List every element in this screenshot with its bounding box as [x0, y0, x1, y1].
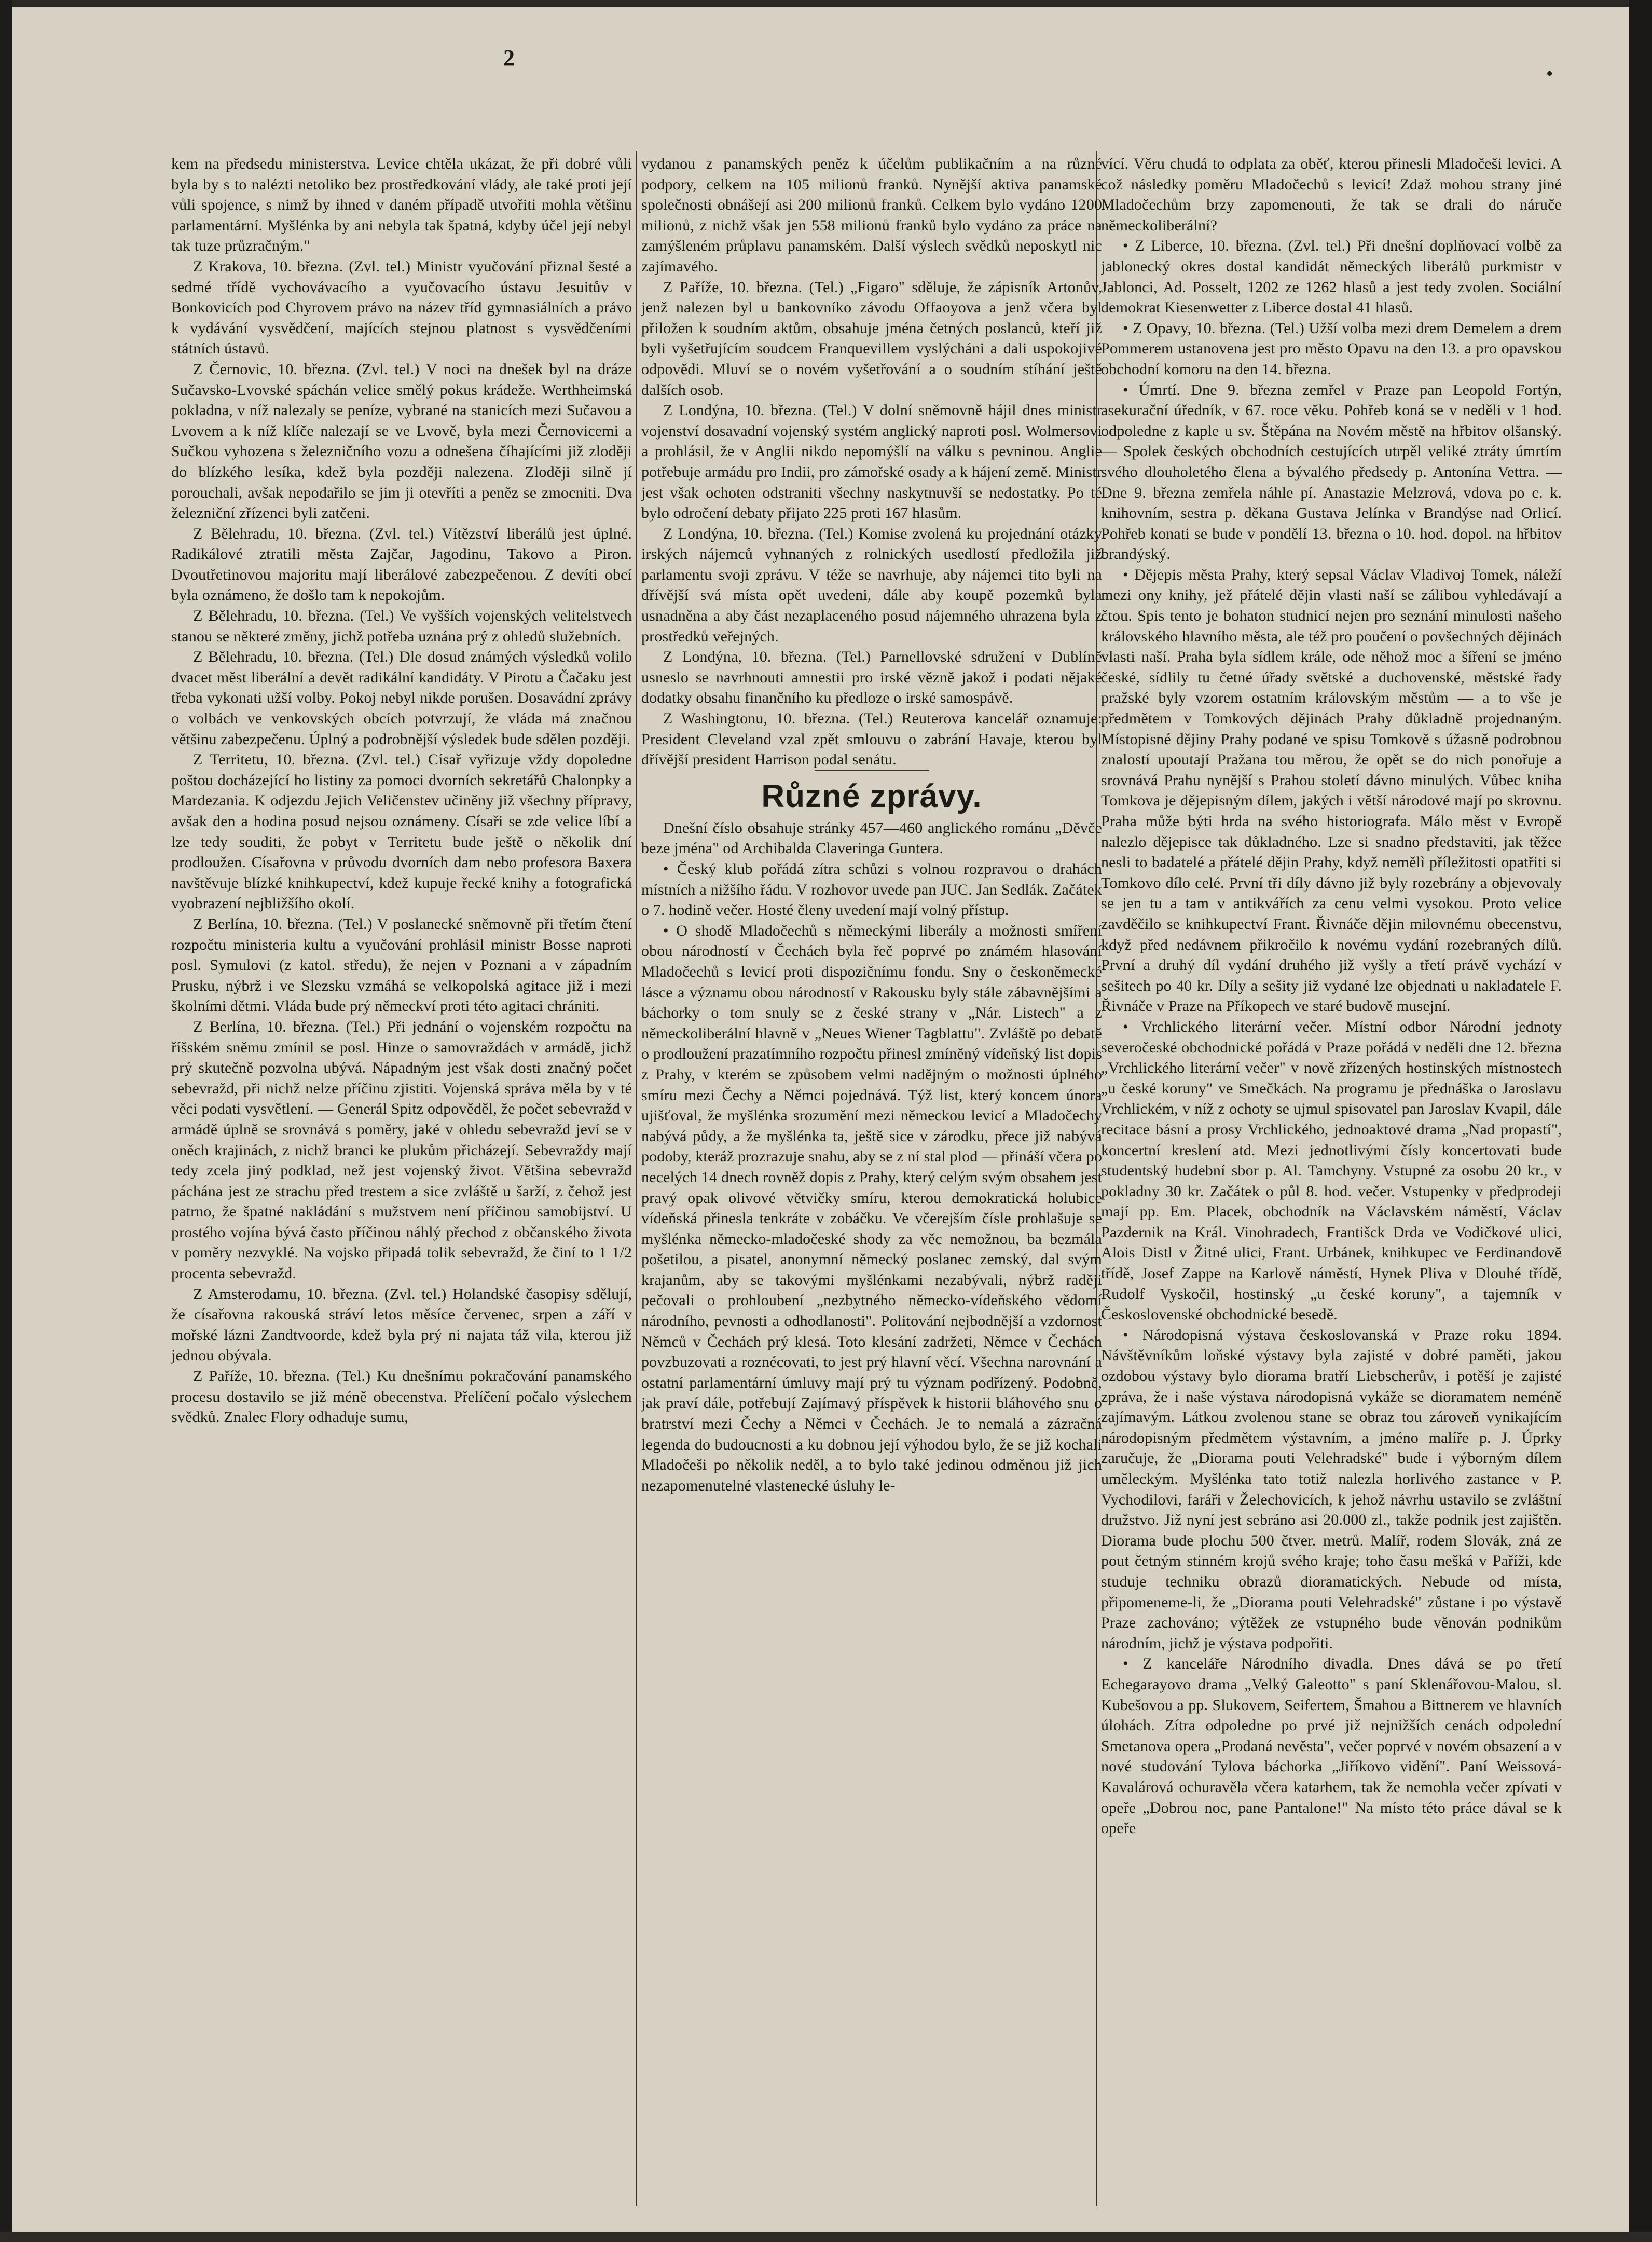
news-paragraph: vydanou z panamských peněz k účelům publikačním a na různé podpory, celkem na 105 milionů franků. Nynější aktiva panamské společnosti obnášejí asi 200 milionů franků. Celkem bylo vydáno 1200 milionů, z nichž však jen 558 milionů franků bylo vydáno za práce na zamýšleném průplavu panamském. Další výslech svědků neposkytl nic zajímavého.	[641, 155, 1102, 275]
news-paragraph: Z Paříže, 10. března. (Tel.) Ku dnešnímu pokračování panamského procesu dostavilo se již méně obecenstva. Přelíčení počalo výslechem svědků. Znalec Flory odhaduje sumu,	[171, 1368, 632, 1426]
news-paragraph: Z Bělehradu, 10. března. (Zvl. tel.) Vítězství liberálů jest úplné. Radikálové ztratili města Zajčar, Jagodinu, Takovo a Piron. Dvoutřetinovou majoritu mají liberálové zabezpečenou. Z devíti obcí byla oznámeno, že došlo tam k nepokojům.	[171, 525, 632, 604]
scan-edge-top	[0, 0, 1652, 7]
news-paragraph: • Z kanceláře Národního divadla. Dnes dává se po třetí Echegarayovo drama „Velký Galeotto" s paní Sklenářovou-Malou, sl. Kubešovou a pp. Slukovem, Seifertem, Šmahou a Bittnerem ve hlavních úlohách. Zítra odpoledne po prvé již nejnižších cenách odpolední Smetanova opera „Prodaná nevěsta", večer poprvé v novém obsazení a v nové studování Tylova báchorka „Jiříkovo vidění". Paní Weissová-Kavalárová ochuravěla včera katarhem, tak že nemohla večer zpívati v opeře „Dobrou noc, pane Pantalone!" Na místo této práce dával se k opeře	[1101, 1655, 1562, 1837]
news-paragraph: Z Londýna, 10. března. (Tel.) Komise zvolená ku projednání otázky irských nájemců vyhnaných z rolnických usedlostí předložila již parlamentu svoji zprávu. V téže se navrhuje, aby nájemci tito byli na dřívější svá místa opět uvedeni, dále aby koupě pozemků byla usnadněna a aby část nezaplaceného posud nájemného uhrazena byla z prostředků veřejných.	[641, 525, 1102, 645]
section-heading: Různé zprávy.	[761, 778, 982, 814]
news-paragraph: Z Berlína, 10. března. (Tel.) V poslanecké sněmovně při třetím čtení rozpočtu ministeria kultu a vyučování prohlásil ministr Bosse naproti posl. Symulovi (z katol. středu), že nejen v Poznani a v západním Prusku, nýbrž i ve Slezsku vzmáhá se velkopolská agitace již i mezi školními dětmi. Vláda bude prý německví proti této agitaci chrániti.	[171, 915, 632, 1015]
news-column-2	[641, 154, 1102, 2202]
section-rule	[815, 770, 929, 771]
corner-mark: •	[1546, 63, 1553, 85]
news-paragraph: kem na předsedu ministerstva. Levice chtěla ukázat, že při dobré vůli byla by s to nalézti netoliko bez prostředkování vlády, ale také proti její vůli spojence, s nimž by ihned v daném případě utvořiti mohla většinu parlamentární. Myšlénka by ani nebyla tak špatná, kdyby účel její nebyl tak tuze průzračným."	[171, 155, 632, 255]
news-paragraph: • Dějepis města Prahy, který sepsal Václav Vladivoj Tomek, náleží mezi ony knihy, jež přátelé dějin vlasti naší se zálibou vyhledávají a čtou. Spis tento je bohaton studnicí nejen pro seznání minulosti našeho královského hlavního města, ale též pro poučení o povšechných dějinách vlasti naší. Praha byla sídlem krále, ode něhož moc a šíření se jméno české, sídlily tu četné úřady světské a duchovenské, městské řady pražské byly vzorem ostatním královským městům — a to vše je předmětem v Tomkových dějinách Prahy důkladně projednaným. Místopisné dějiny Prahy podané ve spisu Tomkově s úžasně podrobnou znalostí upoutají Pražana tou měrou, že opět se do nich ponořuje a srovnává Prahu nynější s Prahou století dávno minulých. Vůbec kniha Tomkova je dějepisným dílem, jakých i větší národové mají po skrovnu. Praha může býti hrda na svého historiografa. Málo měst v Evropě nalezlo dějepisce tak důkladného. Lze si snadno představiti, jak těžce nesli to badatelé a přátelé dějin Prahy, když nemělì příležitosti opatřiti si Tomkovo dílo celé. První tři díly dávno již byly rozebrány a objevovaly se jen tu a tam v antikvářích za cenu velmi vysokou. Proto velice zavděčilo se knihkupectví Frant. Řivnáče dějin milovnému obecenstvu, když před nedávnem přikročilo k novému vydání rozebraných dílů. První a druhý díl vydání druhého již vyšly a třetí právě vychází v sešitech po 40 kr. Díly a sešity již vydané lze objednati u nakladatele F. Řivnáče v Praze na Příkopech ve staré budově musejní.	[1101, 566, 1562, 1015]
news-paragraph: • Z Opavy, 10. března. (Tel.) Užší volba mezi drem Demelem a drem Pommerem ustanovena jest pro město Opavu na den 13. a pro opavskou obchodní komoru na den 14. března.	[1101, 319, 1562, 378]
news-paragraph: Z Černovic, 10. března. (Zvl. tel.) V noci na dnešek byl na dráze Sučavsko-Lvovské spáchán velice smělý pokus krádeže. Werthheimská pokladna, v níž nalezaly se peníze, vybrané na stanicích mezi Sučavou a Lvovem a k níž klíče nalezají se ve Lvově, byla mezi Černovicemi a Sučkou vyhozena s železničního vozu a odnešena číhajícími již zloději do blízkého lesíka, kdež byla později nalezena. Zloději silně jí porouchali, avšak nepodařilo se jim ji otevříti a peněz se zmocniti. Dva železniční zřízenci byli zatčeni.	[171, 360, 632, 522]
news-paragraph: Z Bělehradu, 10. března. (Tel.) Dle dosud známých výsledků volilo dvacet měst liberální a devět radikální kandidáty. V Pirotu a Čačaku jest třeba vykonati užší volby. Pokoj nebyl nikde porušen. Dosavádní zprávy o volbách ve venkovských obcích potvrzují, že vláda má značnou většinu zabezpečenu. Úplný a podrobnější výsledek bude sdělen později.	[171, 648, 632, 748]
news-paragraph: Z Londýna, 10. března. (Tel.) Parnellovské sdružení v Dublíně usneslo se navrhnouti amnestii pro irské vězně jakož i podati nějaké dodatky obsahu finančního ku předloze o irské samospávě.	[641, 648, 1102, 707]
news-paragraph: Z Bělehradu, 10. března. (Tel.) Ve vyšších vojenských velitelstvech stanou se některé změny, jichž potřeba uznána prý z ohledů služebních.	[171, 607, 632, 645]
news-paragraph: • Z Liberce, 10. března. (Zvl. tel.) Při dnešní doplňovací volbě za jablonecký okres dostal kandidát německých liberálů purkmistr v Jablonci, Ad. Posselt, 1202 ze 1262 hlasů a jest tedy zvolen. Sociální demokrat Kiesenwetter z Liberce dostal 41 hlasů.	[1101, 237, 1562, 317]
scan-edge-left	[0, 0, 12, 2242]
column-divider	[636, 151, 637, 2206]
scan-edge-bottom	[0, 2232, 1652, 2242]
news-paragraph: Z Washingtonu, 10. března. (Tel.) Reuterova kancelář oznamuje: President Cleveland vzal zpět smlouvu o zabrání Havaje, kterou byl dřívější president Harrison podal senátu.	[641, 710, 1102, 769]
scan-edge-right	[1629, 0, 1652, 2242]
news-paragraph: Dnešní číslo obsahuje stránky 457—460 anglického románu „Děvče beze jména" od Archibalda Claveringa Guntera.	[641, 819, 1102, 857]
news-paragraph: Z Londýna, 10. března. (Tel.) V dolní sněmovně hájil dnes ministr vojenství dosavadní vojenský systém anglický naproti posl. Wolmersovi a prohlásil, že v Anglii nikdo nepomýšlí na válku s pevninou. Anglie potřebuje armádu pro Indii, pro zámořské osady a k hájení země. Ministr jest však ochoten odstraniti všechny naskytnuvší se nedostatky. Po té bylo odročení debaty přijato 225 proti 167 hlasům.	[641, 402, 1102, 522]
news-column-1	[171, 154, 632, 2202]
news-paragraph: Z Krakova, 10. března. (Zvl. tel.) Ministr vyučování přiznal šesté a sedmé třídě vychovávacího a vyučovacího ústavu Jesuitův v Bonkovicích pod Chyrovem právo na název tříd gymnasiálních a právo k vydávání vysvědčení, majících stejnou platnost s vysvědčeními státních ústavů.	[171, 257, 632, 358]
news-column-3	[1101, 154, 1562, 2202]
news-paragraph: Z Berlína, 10. března. (Tel.) Při jednání o vojenském rozpočtu na říšském sněmu zmínil se posl. Hinze o samovraždách v armádě, jichž prý skutečně pozvolna ubývá. Nápadným jest však dosti značný počet sebevražd, při nichž nelze příčinu zjistiti. Vojenská správa měla by v té věci podati vysvětlení. — Generál Spitz odpověděl, že počet sebevražd v armádě úplně se srovnává s poměry, jaké v ohledu sebevražd jeví se v oněch krajinách, z nichž branci ke plukům přicházejí. Sebevraždy mají tedy zcela jiný podklad, než jest vojenský život. Většina sebevražd páchána jest ze strachu před trestem a sice zvláště u šarží, z čehož jest patrno, že špatné nakládání s mužstvem není příčinou samobijství. U prostého vojína bývá často příčinou náhlý přechod z občanského života v poměry nezvyklé. Na vojsko připadá tolik sebevražd, že činí to 1 1/2 procenta sebevražd.	[171, 1018, 632, 1282]
news-paragraph: Z Territetu, 10. března. (Zvl. tel.) Císař vyřizuje vždy dopoledne poštou docházející ho listiny za pomoci dvorních sekretářů Chalonpky a Mardezania. K odjezdu Jejich Veličenstev učiněny již všechny přípravy, avšak den a hodina posud nejsou oznámeny. Císaři se zde velice líbí a lze tedy souditi, že pobyt v Territetu bude ještě o několik dní prodloužen. Císařovna v průvodu dvorních dam nebo profesora Baxera navštěvuje blízké knihkupectví, kdež kupuje řecké knihy a fotografická vyobrazení nejbližšího okolí.	[171, 751, 632, 912]
news-paragraph: vící. Věru chudá to odplata za oběť, kterou přinesli Mladočeši levici. A což následky poměru Mladočechů s levicí! Zdaž mohou strany jiné Mladočechům brzy zapomenouti, že tak se drali do náruče německoliberální?	[1101, 155, 1562, 234]
page-folio: 2	[503, 45, 515, 71]
news-paragraph: • Národopisná výstava českoslovanská v Praze roku 1894. Návštěvníkům loňské výstavy byla zajisté v dobré paměti, jakou ozdobou výstavy bylo diorama bratří Liebscherův, i potěší je zajisté zpráva, že i naše výstava národopisná vykáže se dioramatem neméně zajímavým. Látkou zvolenou stane se obraz tou zároveň vynikajícím národopisným předmětem výstavním, a jméno malíře p. J. Úprky zaručuje, že „Diorama pouti Velehradské" bude i výborným dílem uměleckým. Myšlénka tato totiž nalezla horlivého zastance v P. Vychodilovi, faráři v Želechovicích, k jehož návrhu ustavilo se zvláštní družstvo. Již nyní jest sebráno asi 20.000 zl., takže podnik jest zajištěn. Diorama bude plochu 500 čtver. metrů. Malíř, rodem Slovák, zná ze pout četným stinném krojů svého kraje; toho času mešká v Paříži, kde studuje techniku obrazů dioramatických. Nebude od místa, připomeneme-li, že „Diorama pouti Velehradské" zůstane i po výstavě Praze zachováno; výtěžek ze vstupného bude věnován podnikům národním, jichž je výstava podpořiti.	[1101, 1326, 1562, 1652]
news-paragraph: Z Amsterodamu, 10. března. (Zvl. tel.) Holandské časopisy sdělují, že císařovna rakouská stráví letos měsíce červenec, srpen a září v mořské lázni Zandtvoorde, kdež byla prý ni najata táž vila, kterou již jednou obývala.	[171, 1285, 632, 1364]
news-paragraph: • Český klub pořádá zítra schůzi s volnou rozpravou o drahách místních a nižšího řádu. V rozhovor uvede pan JUC. Jan Sedlák. Začátek o 7. hodině večer. Hosté členy uvedení mají volný přístup.	[641, 860, 1102, 919]
news-paragraph: • O shodě Mladočechů s německými liberály a možnosti smíření obou národností v Čechách byla řeč poprvé po známém hlasování Mladočechů s levicí proti dispozičnímu fondu. Sny o českoněmecké lásce a významu obou národností v Rakousku byly stále zábavnějšími a báchorky o tom snuly se z české strany v „Nár. Listech" a z německoliberální hlavně v „Neues Wiener Tagblattu". Zvláště po debatě o prodloužení prazatímního rozpočtu přinesl zmíněný vídeňský list dopis z Prahy, v kterém se způsobem velmi nadějným o možnosti úplného smíru mezi Čechy a Němci pojednává. Týž list, který koncem února ujišťoval, že myšlénka srozumění mezi německou levicí a Mladočechy nabývá půdy, a že myšlénka ta, ještě sice v zárodku, přece již nabývá podoby, kteráž prozrazuje snahu, aby se z ní stal plod — přináší včera po necelých 14 dnech rovněž dopis z Prahy, který celým svým obsahem jest pravý opak olivové větvičky smíru, kterou demokratická holubice vídeňská přinesla tenkráte v zobáčku. Ve včerejším čísle prohlašuje se myšlénka německo-mladočeské shody za věc nemožnou, ba bezmála pošetilou, a pisatel, anonymní německý poslanec zemský, dal svým krajanům, aby se takovými myšlénkami nezabývali, nýbrž raději pečovali o prohloubení „nezbytného německo-vídeňského vědomí národního, pevnosti a odhodlanosti". Politování nejbodnější a vzdornost Němců v Čechách prý klesá. Toto klesání zadržeti, Němce v Čechách povzbuzovati a roznécovati, to jest prý hlavní věcí. Všechna narovnání a ostatní parlamentární úmluvy mají prý tu význam podřízený. Podobně, jak praví dále, potřebují Zajímavý příspěvek k historii bláhového snu o bratrství mezi Čechy a Němci v Čechách. Je to nemalá a zázračná legenda do budoucnosti a ku dobnou její výhodou bylo, že se již kochali Mladočeši po několik neděl, a to bylo také jedinou odměnou již jich nezapomenutelné vlastenecké úsluhy le-	[641, 922, 1102, 1494]
news-paragraph: Z Paříže, 10. března. (Tel.) „Figaro" sděluje, že zápisník Artonův, jenž nalezen byl u bankovníko závodu Offaoyova a jenž včera byl přiložen k soudním aktům, obsahuje jména četných poslanců, kteří již byli vyšetřujícím soudcem Franquevillem vyslýcháni a dali uspokojivé odpovědi. Mluví se o novém vyšetřování a o soudním stíhání ještě dalších osob.	[641, 278, 1102, 399]
news-paragraph: • Úmrtí. Dne 9. března zemřel v Praze pan Leopold Fortýn, asekurační úředník, v 67. roce věku. Pohřeb koná se v neděli v 1 hod. odpoledne z kaple u sv. Štěpána na Novém městě na hřbitov olšanský. — Spolek českých obchodních cestujících utrpěl veliké ztráty úmrtím svého dlouholetého člena a bývalého předsedy p. Antonína Vettra. — Dne 9. března zemřela náhle pí. Anastazie Melzrová, vdova po c. k. knihovním, sestra p. děkana Gustava Jelínka v Brandýse nad Orlicí. Pohřeb konati se bude v pondělí 13. března o 10. hod. dopol. na hřbitov brandýský.	[1101, 381, 1562, 563]
news-paragraph: • Vrchlického literární večer. Místní odbor Národní jednoty severočeské obchodnické pořádá v Praze pořádá v neděli dne 12. března „Vrchlického literární večer" v nově zřízených hostinských místnostech „u české koruny" ve Smečkách. Na programu je přednáška o Jaroslavu Vrchlickém, v níž z ochoty se ujmul spisovatel pan Jaroslav Kvapil, dále recitace básní a prosy Vrchlického, jednoaktové drama „Nad propastí", koncertní kreslení atd. Mezi jednotlivými čísly koncertovati bude studentský hudební sbor p. Al. Tamchyny. Vstupné za osobu 20 kr., v pokladny 30 kr. Začátek o půl 8. hod. večer. Vstupenky v předprodeji mají pp. Em. Placek, obchodník na Václavském náměstí, Václav Pazdernik na Král. Vinohradech, Františck Drda ve Vodičkové ulici, Alois Distl v Žitné ulici, Frant. Urbánek, knihkupec ve Ferdinandově třídě, Josef Zappe na Karlově náměstí, Hynek Pliva v Dlouhé třídě, Rudolf Vyskočil, hostinský „u české koruny", a tajemník v Československé obchodnické besedě.	[1101, 1018, 1562, 1323]
